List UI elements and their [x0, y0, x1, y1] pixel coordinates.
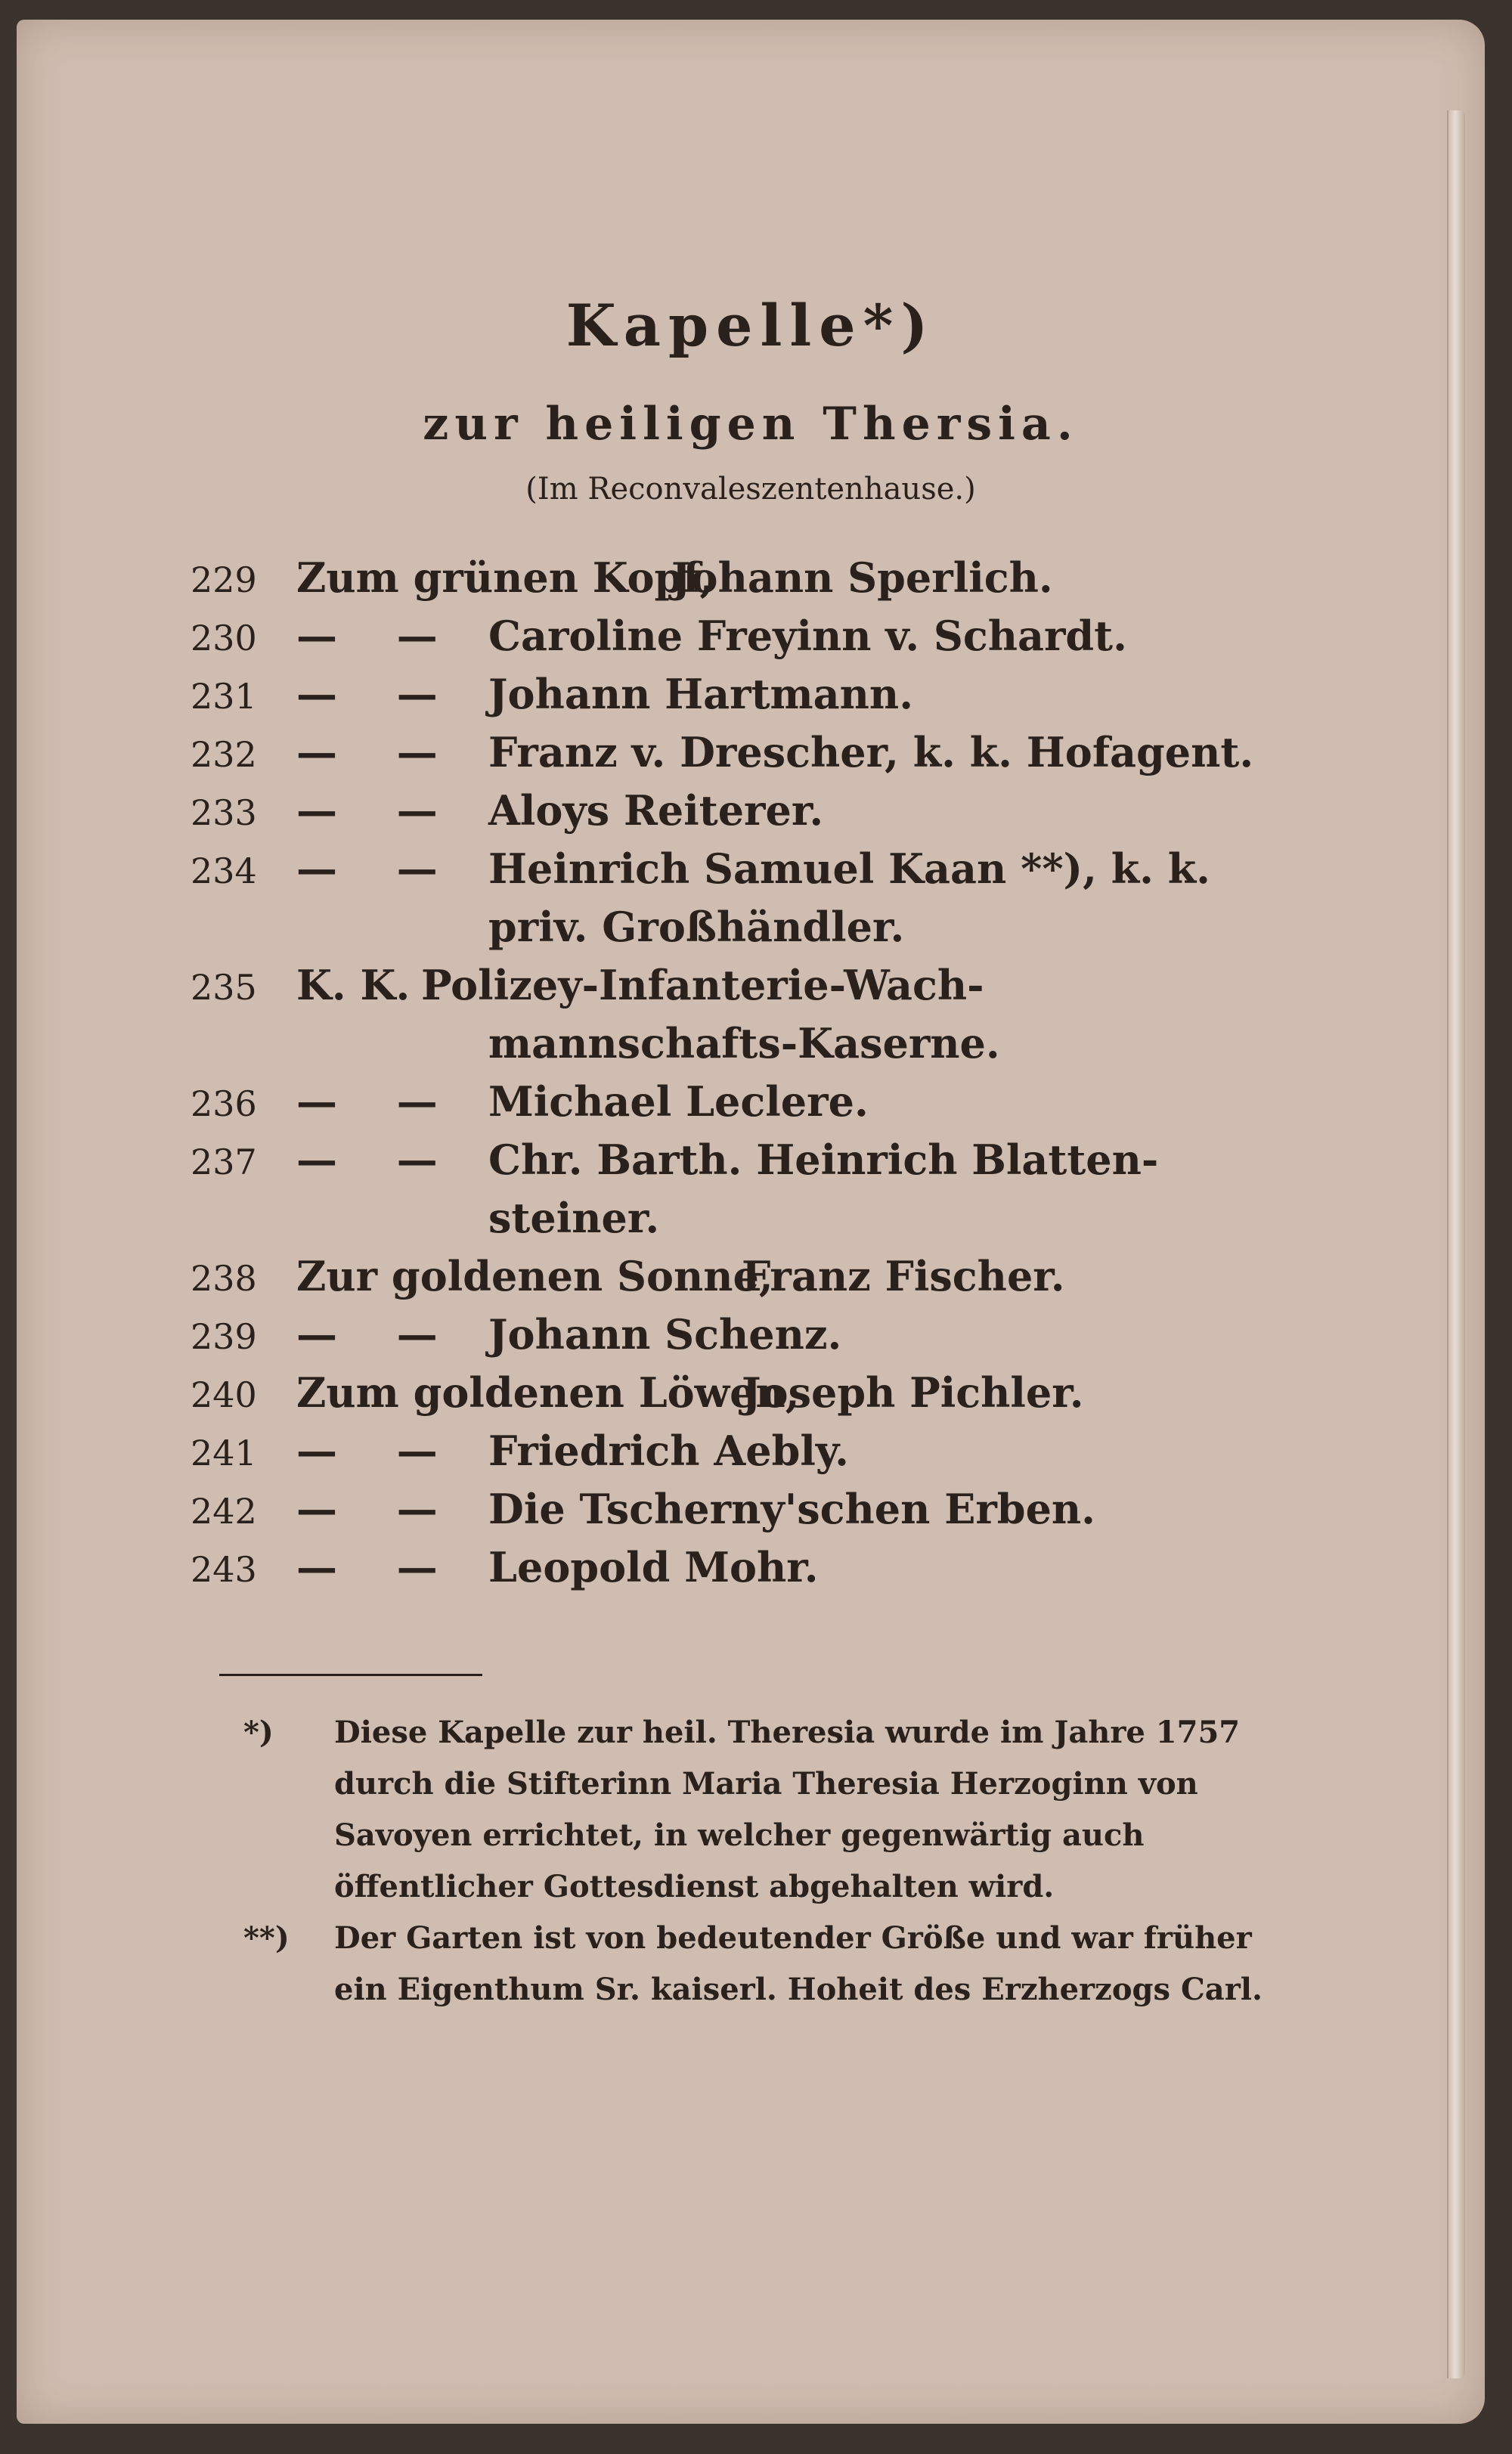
list-item: [191, 1136, 1264, 1194]
list-item: [191, 1194, 1264, 1252]
place-name: Zum goldenen Löwen,: [296, 1368, 800, 1417]
owner-name: Heinrich Samuel Kaan **), k. k.: [488, 844, 1210, 893]
footnote-text: Diese Kapelle zur heil. Theresia wurde im Jahre 1757 durch die Stifterinn Maria Theresia Herzoginn von Savoyen errichtet, in welcher gegenwärtig auch öffentlicher Gottesdienst abgehalten wird.: [334, 1715, 1241, 1904]
footnote-mark: **): [243, 1920, 290, 1956]
footnote-mark: *): [243, 1715, 274, 1750]
owner-name: Aloys Reiterer.: [488, 786, 824, 835]
owner-name: Johann Sperlich.: [671, 553, 1053, 602]
owner-name: Leopold Mohr.: [488, 1543, 819, 1591]
place-name: — —: [296, 1543, 460, 1591]
owner-name: Chr. Barth. Heinrich Blatten-: [488, 1136, 1159, 1184]
owner-name: Michael Leclere.: [488, 1077, 869, 1126]
location-note: (Im Reconvaleszentenhause.): [525, 472, 976, 507]
list-item: [191, 612, 1264, 670]
place-name: K. K.: [296, 961, 411, 1009]
house-number: 234: [191, 851, 257, 891]
owner-name: Caroline Freyinn v. Schardt.: [488, 612, 1127, 660]
place-name: — —: [296, 1427, 460, 1475]
house-number: 232: [191, 734, 257, 775]
owner-name: Joseph Pichler.: [742, 1368, 1084, 1417]
house-number: 236: [191, 1083, 257, 1124]
house-number: 241: [191, 1433, 257, 1473]
house-number: 235: [191, 967, 257, 1008]
house-number: 237: [191, 1142, 257, 1182]
footnote-text: Der Garten ist von bedeutender Größe und war früher ein Eigenthum Sr. kaiserl. Hoheit des Erzherzogs Carl.: [334, 1920, 1263, 2007]
list-item: [191, 553, 1264, 612]
list-item: [191, 1019, 1264, 1077]
owner-name: steiner.: [488, 1194, 660, 1242]
list-item: [191, 786, 1264, 844]
list-item: [191, 1427, 1264, 1485]
owner-name: Die Tscherny'schen Erben.: [488, 1485, 1095, 1533]
place-name: Zum grünen Kopf,: [296, 553, 714, 602]
list-item: [191, 1485, 1264, 1543]
list-item: [191, 903, 1264, 961]
owner-name: mannschafts-Kaserne.: [488, 1019, 1000, 1067]
house-number: 239: [191, 1316, 257, 1357]
list-item: [191, 961, 1264, 1019]
book-page: [17, 20, 1485, 2424]
list-item: [191, 1310, 1264, 1368]
list-item: [191, 1077, 1264, 1136]
page-edge: [1447, 110, 1465, 2378]
footnote-rule: [219, 1674, 482, 1676]
house-number: 243: [191, 1549, 257, 1590]
place-name: — —: [296, 670, 460, 718]
list-item: [191, 844, 1264, 903]
footnotes: [243, 1707, 1279, 2016]
list-item: [191, 728, 1264, 786]
owner-name: Franz v. Drescher, k. k. Hofagent.: [488, 728, 1254, 776]
place-name: — —: [296, 1136, 460, 1184]
place-name: — —: [296, 1310, 460, 1359]
owner-name: priv. Großhändler.: [488, 903, 905, 951]
place-name: — —: [296, 1077, 460, 1126]
page-subtitle: zur heiligen Thersia.: [423, 398, 1079, 451]
place-name: — —: [296, 728, 460, 776]
list-item: [191, 1543, 1264, 1601]
owner-name: Polizey-Infanterie-Wach-: [421, 961, 984, 1009]
owner-name: Friedrich Aebly.: [488, 1427, 849, 1475]
footnote: [243, 1913, 1279, 2016]
place-name: — —: [296, 786, 460, 835]
footnote: [243, 1707, 1279, 1913]
house-number: 229: [191, 559, 257, 600]
house-number: 231: [191, 676, 257, 717]
house-number: 233: [191, 792, 257, 833]
list-item: [191, 1368, 1264, 1427]
place-name: Zur goldenen Sonne,: [296, 1252, 773, 1300]
house-number: 240: [191, 1374, 257, 1415]
list-item: [191, 1252, 1264, 1310]
house-number: 238: [191, 1258, 257, 1299]
address-list: [191, 553, 1264, 1601]
list-item: [191, 670, 1264, 728]
owner-name: Johann Hartmann.: [488, 670, 913, 718]
house-number: 242: [191, 1491, 257, 1532]
page-title: Kapelle*): [565, 292, 936, 359]
owner-name: Johann Schenz.: [488, 1310, 842, 1359]
house-number: 230: [191, 618, 257, 658]
owner-name: Franz Fischer.: [742, 1252, 1065, 1300]
place-name: — —: [296, 1485, 460, 1533]
place-name: — —: [296, 844, 460, 893]
place-name: — —: [296, 612, 460, 660]
